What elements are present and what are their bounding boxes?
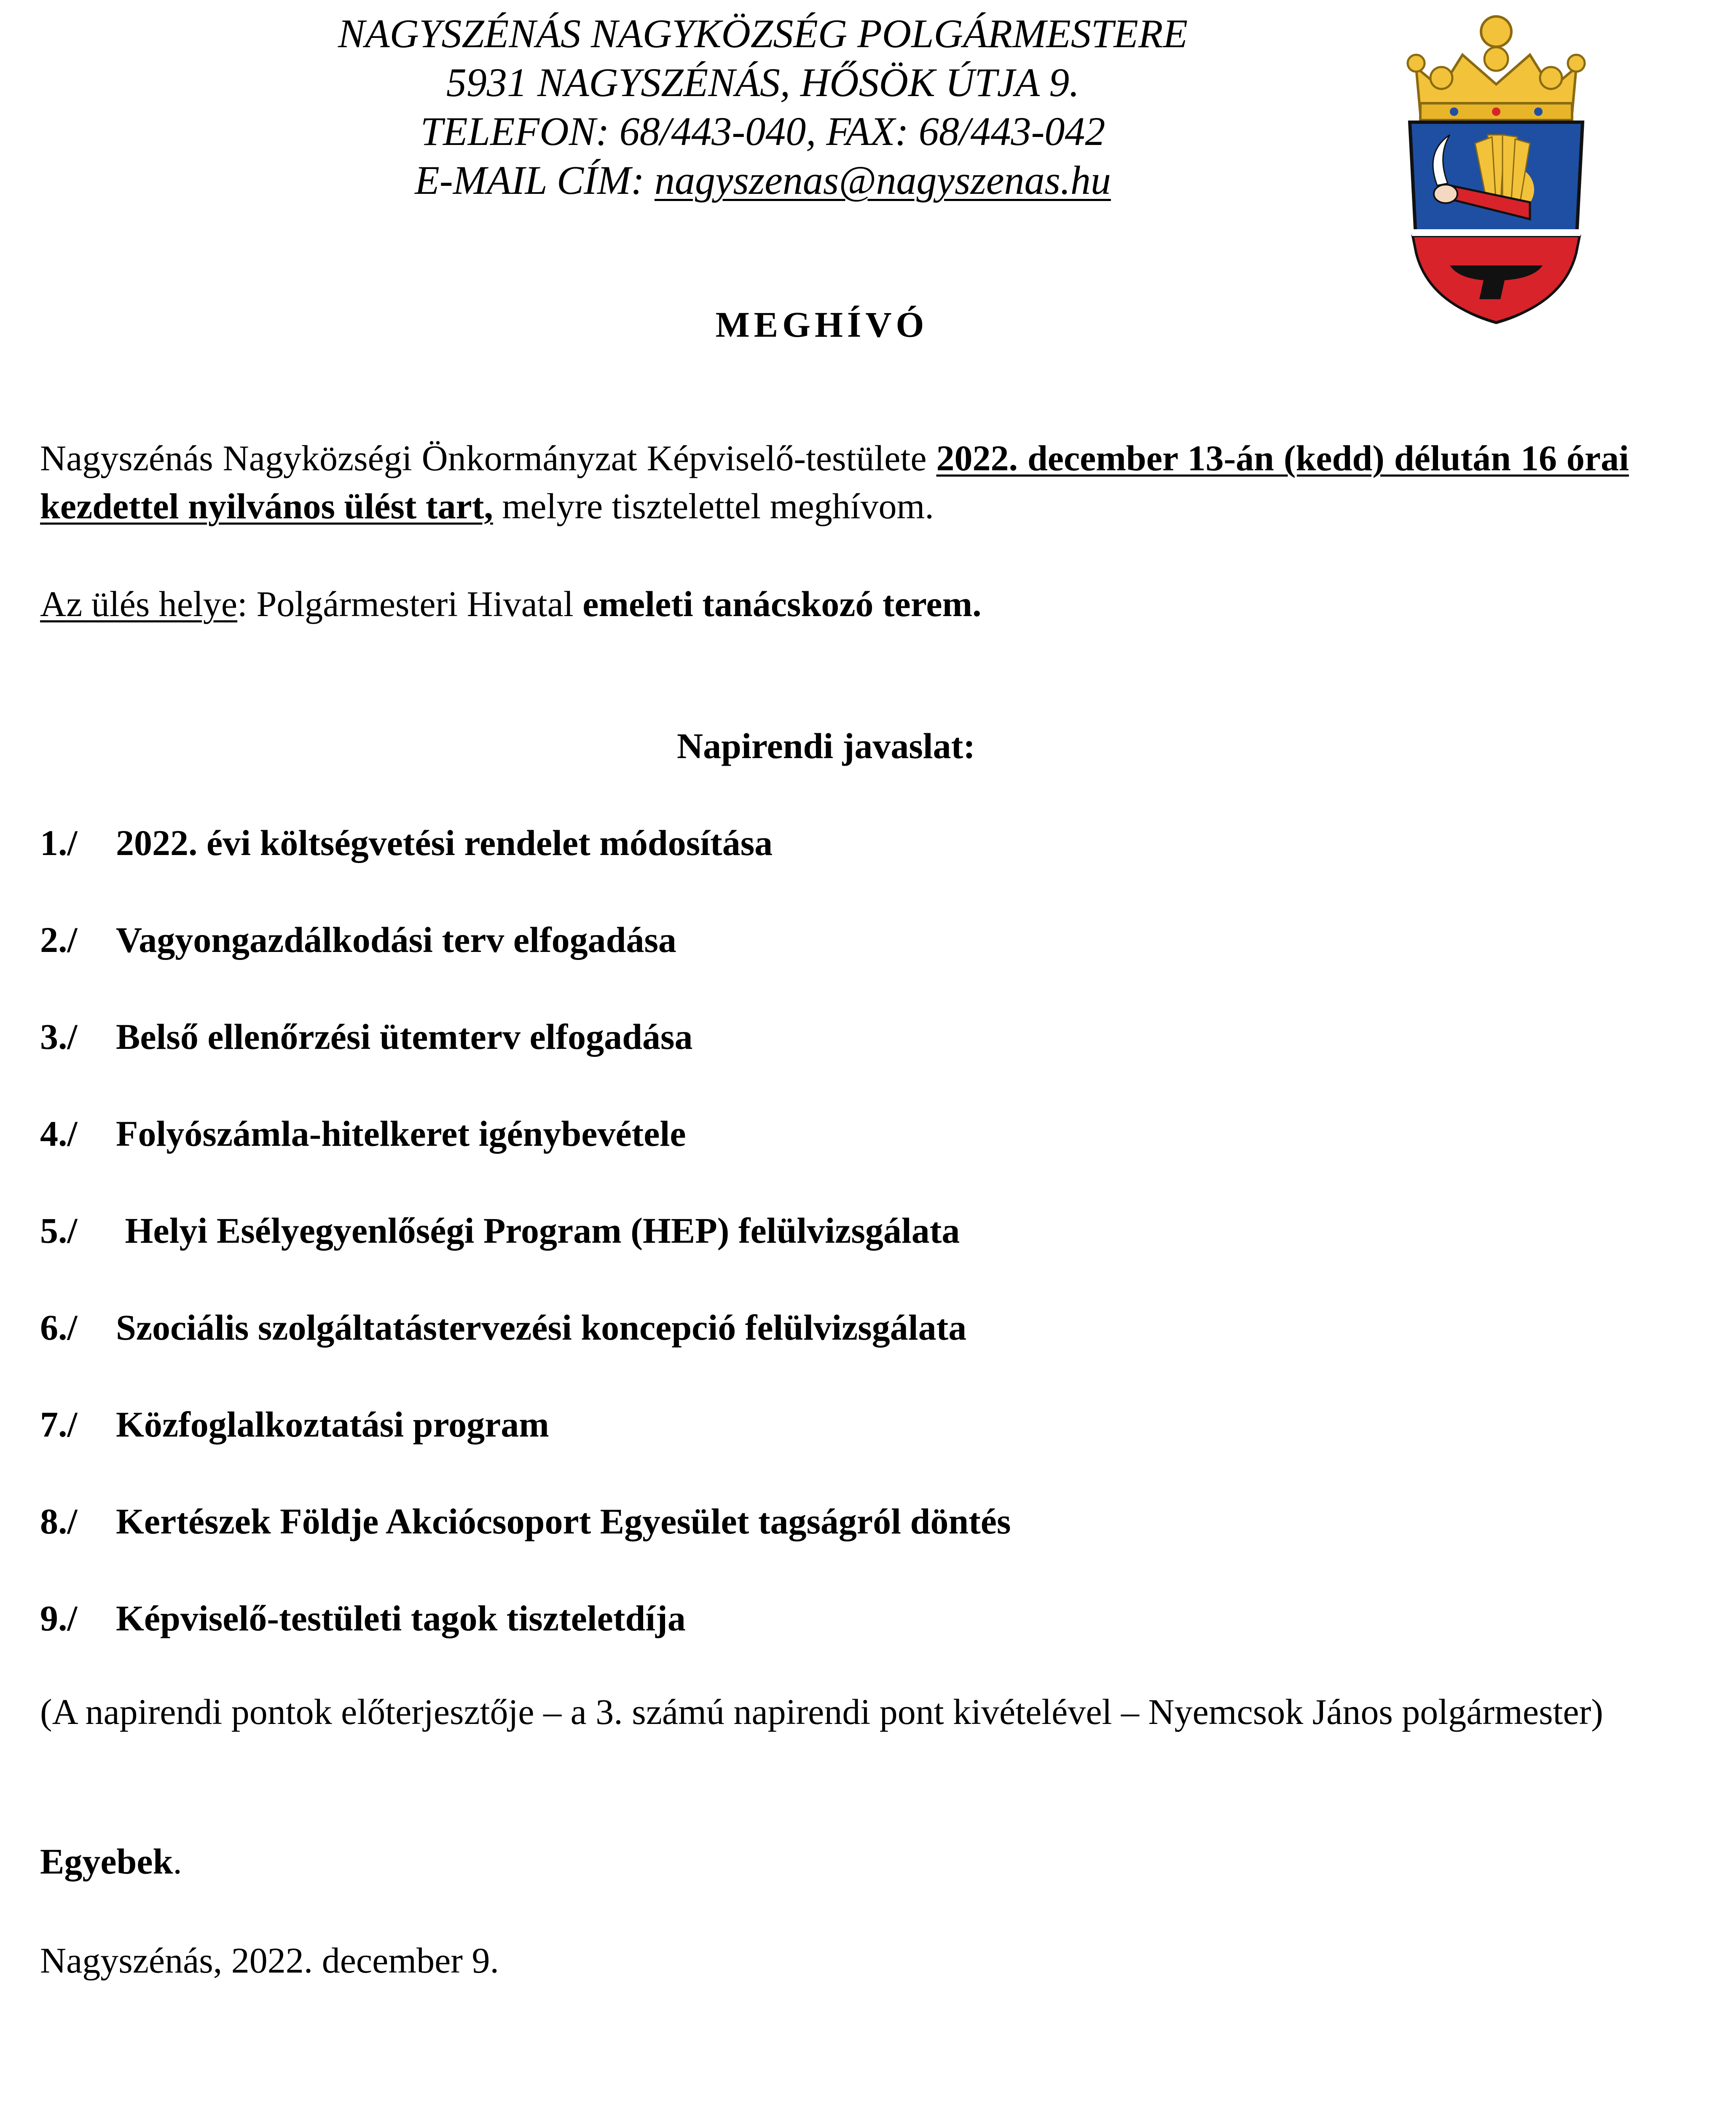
letterhead: [261, 9, 1264, 205]
agenda-item-number: 1./: [40, 823, 78, 863]
letterhead-email-line: [261, 156, 1264, 205]
signature-block: [1096, 2103, 1559, 2107]
agenda-item-number: 4./: [40, 1113, 78, 1154]
venue-label: Az ülés helye: [40, 584, 238, 624]
other-items: [40, 1837, 1629, 1885]
agenda-item: [40, 1597, 686, 1639]
agenda-item: [40, 1112, 686, 1155]
meeting-datetime: 2022. december 13-án (kedd) délután 16 órai kezdettel nyilvános ülést tart,: [40, 438, 1629, 526]
agenda-item: [40, 822, 773, 864]
agenda-item-text: Folyószámla-hitelkeret igénybevétele: [116, 1113, 686, 1154]
agenda-item-number: 3./: [40, 1016, 78, 1057]
agenda-item: [40, 1016, 692, 1058]
email-label: E-MAIL CÍM:: [415, 158, 655, 203]
agenda-item-number: 5./: [40, 1210, 78, 1251]
intro-closing: melyre tisztelettel meghívom.: [493, 486, 934, 526]
invitation-paragraph: [40, 434, 1629, 530]
agenda-item-text: Képviselő-testületi tagok tiszteletdíja: [116, 1598, 686, 1638]
agenda-item: [40, 1209, 960, 1252]
venue-text: : Polgármesteri Hivatal: [237, 584, 583, 624]
agenda-item-text: Közfoglalkoztatási program: [116, 1404, 549, 1445]
agenda-item: [40, 1306, 966, 1348]
coat-of-arms-icon: [1391, 8, 1602, 329]
agenda-item-text: Helyi Esélyegyenlőségi Program (HEP) felülvizsgálata: [116, 1210, 960, 1251]
agenda-item-text: 2022. évi költségvetési rendelet módosítása: [116, 823, 773, 863]
venue-room: emeleti tanácskozó terem.: [582, 584, 982, 624]
signatory-name: [1096, 2103, 1559, 2107]
letterhead-address: 5931 NAGYSZÉNÁS, HŐSÖK ÚTJA 9.: [446, 60, 1080, 105]
agenda-item-number: 6./: [40, 1307, 78, 1348]
intro-text: Nagyszénás Nagyközségi Önkormányzat Képviselő-testülete: [40, 438, 936, 478]
venue-line: [40, 580, 1629, 628]
agenda-item-text: Belső ellenőrzési ütemterv elfogadása: [116, 1016, 693, 1057]
agenda-item-number: 7./: [40, 1404, 78, 1445]
agenda-item-number: 8./: [40, 1501, 78, 1541]
agenda-item-text: Vagyongazdálkodási terv elfogadása: [116, 919, 676, 960]
other-label: Egyebek: [40, 1841, 173, 1882]
letterhead-phone-fax: TELEFON: 68/443-040, FAX: 68/443-042: [420, 109, 1105, 154]
agenda-title: Napirendi javaslat:: [677, 726, 975, 766]
agenda-item-number: 2./: [40, 919, 78, 960]
letterhead-title: NAGYSZÉNÁS NAGYKÖZSÉG POLGÁRMESTERE: [338, 11, 1188, 56]
document-title: MEGHÍVÓ: [715, 304, 928, 345]
crown-icon: [1408, 16, 1585, 120]
agenda-item-text: Szociális szolgáltatástervezési koncepció felülvizsgálata: [116, 1307, 967, 1348]
email-link[interactable]: nagyszenas@nagyszenas.hu: [654, 158, 1111, 203]
presenter-note: (A napirendi pontok előterjesztője – a 3. számú napirendi pont kivételével – Nyemcsok János polgármester): [40, 1691, 1603, 1732]
agenda-item: [40, 919, 676, 961]
agenda-item-text: Kertészek Földje Akciócsoport Egyesület tagságról döntés: [116, 1501, 1011, 1541]
agenda-item: [40, 1500, 1011, 1542]
other-dot: .: [173, 1841, 182, 1882]
place-date: Nagyszénás, 2022. december 9.: [40, 1940, 499, 1981]
agenda-item: [40, 1403, 549, 1445]
agenda-item-number: 9./: [40, 1598, 78, 1638]
